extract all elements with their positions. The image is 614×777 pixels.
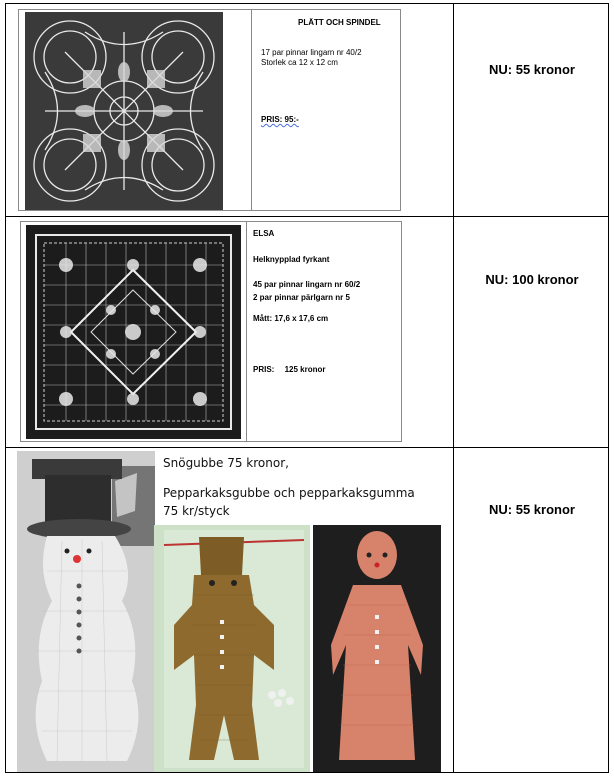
elsa-lace-graphic [26, 225, 241, 439]
platt-sale-price: NU: 55 kronor [489, 62, 575, 77]
elsa-sale-price: NU: 100 kronor [485, 272, 579, 287]
elsa-text [253, 222, 399, 441]
gingerbread-woman-graphic [313, 525, 441, 772]
product-table [5, 3, 609, 773]
row-divider [6, 447, 608, 448]
elsa-title: ELSA [253, 229, 275, 238]
gingerbread-woman-photo [313, 525, 441, 772]
row-divider [6, 216, 608, 217]
platt-price [261, 115, 299, 125]
caption-gingerbread: Pepparkaksgubbe och pepparkaksgumma [163, 486, 415, 500]
elsa-price-value: 125 kronor [284, 365, 326, 374]
product-card-platt [18, 9, 401, 211]
card-divider [251, 10, 252, 210]
card-divider [246, 222, 247, 441]
gingerbread-man-photo [154, 525, 310, 772]
elsa-price-label: PRIS: [253, 365, 275, 374]
elsa-measure: Mått: 17,6 x 17,6 cm [253, 314, 329, 323]
snowman-photo [17, 451, 155, 772]
elsa-lace-image [26, 225, 241, 439]
holiday-sale-price: NU: 55 kronor [489, 502, 575, 517]
caption-price-each: 75 kr/styck [163, 504, 230, 518]
platt-text [259, 10, 399, 210]
elsa-subtitle: Helknypplad fyrkant [253, 255, 330, 264]
platt-title: PLÄTT OCH SPINDEL [298, 18, 381, 27]
platt-lace-image [25, 12, 223, 210]
platt-detail-1: 17 par pinnar lingarn nr 40/2 [261, 48, 362, 57]
gingerbread-man-graphic [154, 525, 310, 772]
platt-detail-2: Storlek ca 12 x 12 cm [261, 58, 338, 67]
elsa-detail-2: 2 par pinnar pärlgarn nr 5 [253, 293, 350, 302]
platt-price-text: PRIS: 95:- [261, 115, 299, 124]
product-card-elsa [20, 221, 402, 442]
caption-snowman: Snögubbe 75 kronor, [163, 454, 441, 472]
snowman-graphic [17, 451, 155, 772]
elsa-price [253, 365, 325, 375]
elsa-detail-1: 45 par pinnar lingarn nr 60/2 [253, 280, 361, 289]
platt-lace-graphic [25, 12, 223, 210]
column-divider [453, 4, 454, 772]
